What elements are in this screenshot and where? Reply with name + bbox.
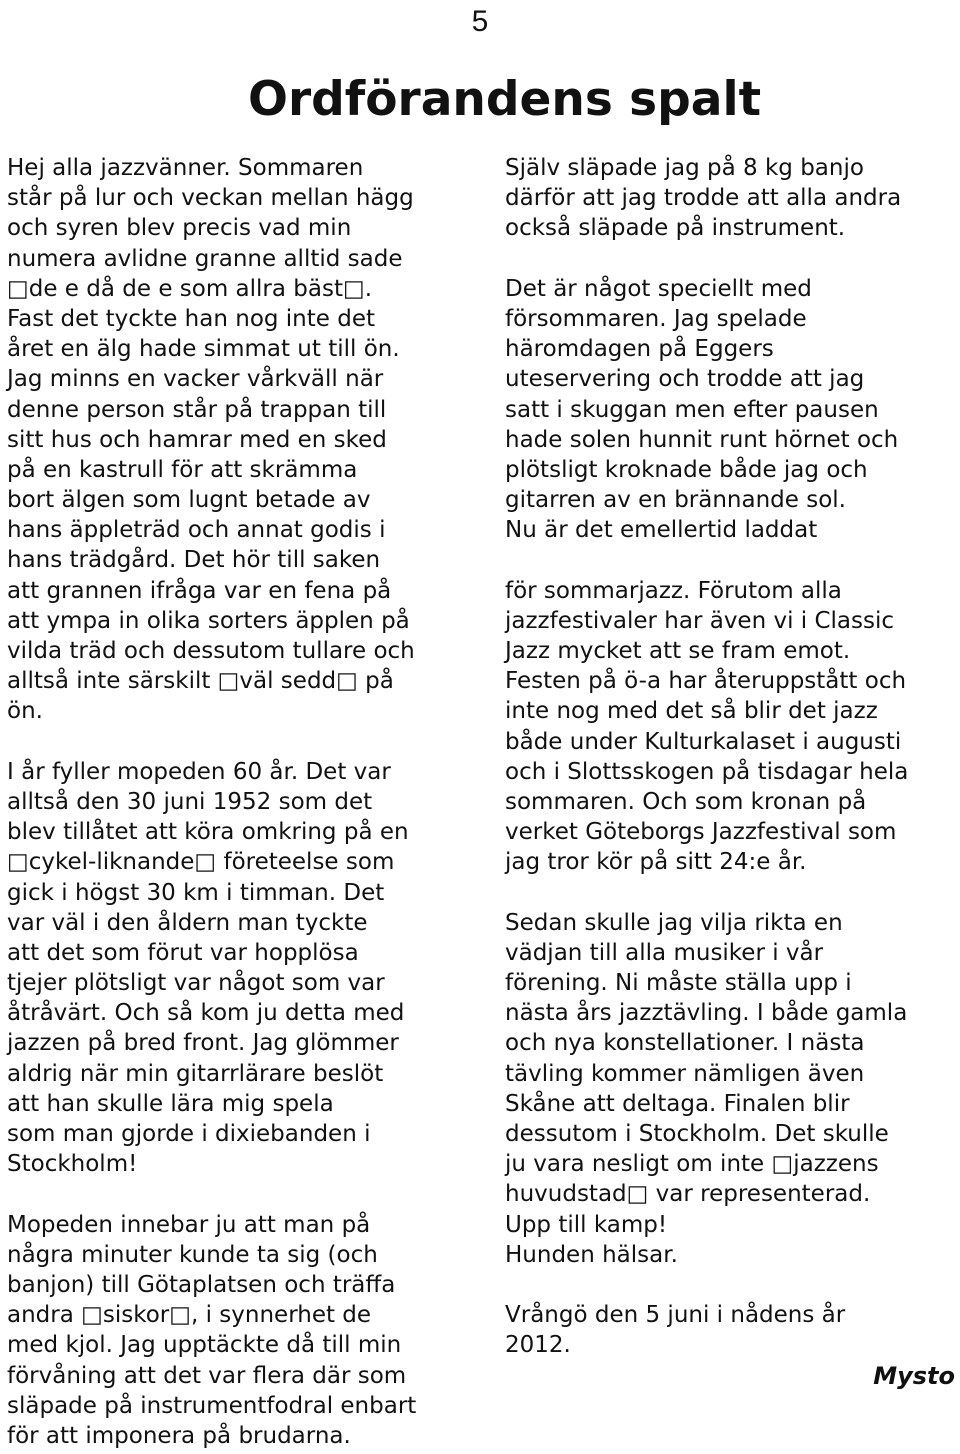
left-column-text-line [7, 727, 477, 757]
left-column-text-line: alltså den 30 juni 1952 som det [7, 788, 373, 815]
left-column-text-line: som man gjorde i dixiebanden i [7, 1121, 371, 1147]
right-column-text-line: därför att jag trodde att alla andra [505, 185, 902, 212]
left-column-text-line: I år fyller mopeden 60 år. Det var [7, 758, 391, 785]
left-column-text-line: några minuter kunde ta sig (och [7, 1241, 378, 1268]
left-column-text-line: hans äppleträd och annat godis i [7, 517, 386, 544]
left-column-text-line: att det som förut var hopplösa [7, 939, 359, 966]
left-column-text-line: Jag minns en vacker vårkväll när [7, 366, 384, 393]
left-column-text-line [7, 1179, 477, 1209]
right-column-text-line: Skåne att deltaga. Finalen blir [505, 1090, 850, 1117]
left-column-text-line: vilda träd och dessutom tullare och [7, 638, 415, 664]
right-column-text-line: förening. Ni måste ställa upp i [505, 970, 852, 997]
right-column-text-line: jag tror kör på sitt 24:e år. [505, 849, 807, 876]
left-column-text-line: bort älgen som lugnt betade av [7, 487, 371, 514]
left-column-text-line: med kjol. Jag upptäckte då till min [7, 1332, 402, 1359]
left-column-text-line: att ympa in olika sorters äpplen på [7, 607, 410, 634]
right-column-text-line [505, 244, 955, 274]
left-column-text-line: numera avlidne granne alltid sade [7, 245, 403, 272]
left-column-text-line: Stockholm! [7, 1151, 138, 1178]
left-column-text-line: Mopeden innebar ju att man på [7, 1211, 371, 1238]
right-column-text-line: vädjan till alla musiker i vår [505, 939, 824, 966]
left-column [7, 153, 477, 1451]
right-column-text-line: och nya konstellationer. I nästa [505, 1030, 865, 1057]
left-column-text-line: för att imponera på brudarna. [7, 1422, 351, 1449]
right-column-text-line: uteservering och trodde att jag [505, 366, 865, 393]
right-column-text-line: både under Kulturkalaset i augusti [505, 728, 902, 755]
right-column-text-line: ju vara nesligt om inte □jazzens [505, 1151, 879, 1178]
left-column-text-line: andra □siskor□, i synnerhet de [7, 1302, 372, 1329]
right-column-text-line: också släpade på instrument. [505, 215, 846, 242]
left-column-text-line: gick i högst 30 km i timman. Det [7, 879, 385, 906]
left-column-text-line: och syren blev precis vad min [7, 215, 352, 242]
right-column-text-line [505, 545, 955, 575]
left-column-text-line: åtråvärt. Och så kom ju detta med [7, 1000, 405, 1027]
left-column-text-line: tjejer plötsligt var något som var [7, 970, 385, 997]
right-column-text-line: hade solen hunnit runt hörnet och [505, 426, 899, 453]
right-column-text-line: verket Göteborgs Jazzfestival som [505, 819, 897, 846]
left-column-text-line: denne person står på trappan till [7, 396, 387, 423]
left-column-text-line: jazzen på bred front. Jag glömmer [7, 1030, 399, 1057]
signature: Mysto [873, 1362, 955, 1390]
left-column-text-line: □de e då de e som allra bäst□. [7, 275, 373, 302]
right-column-text-line: häromdagen på Eggers [505, 336, 774, 363]
left-column-text-line: Hej alla jazzvänner. Sommaren [7, 155, 364, 181]
left-column-text-line: står på lur och veckan mellan hägg [7, 185, 414, 212]
right-column-text-line: inte nog med det så blir det jazz [505, 698, 878, 725]
right-column-text-line [505, 1270, 955, 1300]
right-column-text-line: Nu är det emellertid laddat [505, 517, 818, 544]
right-column-text-line: plötsligt kroknade både jag och [505, 456, 868, 483]
right-column-text-line: tävling kommer nämligen även [505, 1060, 865, 1087]
right-column-text-line: 2012. [505, 1332, 571, 1359]
left-column-text-line: sitt hus och hamrar med en sked [7, 426, 387, 453]
right-column-text-line: Sedan skulle jag vilja rikta en [505, 909, 843, 936]
left-column-text-line: att grannen ifråga var en fena på [7, 577, 392, 604]
left-column-text-line: förvåning att det var flera där som [7, 1362, 407, 1389]
right-column-text-line: huvudstad□ var representerad. [505, 1181, 871, 1208]
left-column-text-line: hans trädgård. Det hör till saken [7, 547, 381, 574]
left-column-text-line: ön. [7, 698, 43, 725]
right-column-text-line: Upp till kamp! [505, 1211, 668, 1238]
right-column-text-line: Själv släpade jag på 8 kg banjo [505, 155, 864, 181]
left-column-text-line: Fast det tyckte han nog inte det [7, 305, 376, 332]
left-column-text-line: att han skulle lära mig spela [7, 1090, 334, 1117]
right-column-text-line: gitarren av en brännande sol. [505, 487, 846, 514]
right-column-text-line: satt i skuggan men efter pausen [505, 396, 879, 423]
right-column-text-line: Vrångö den 5 juni i nådens år [505, 1302, 846, 1329]
right-column [505, 153, 955, 1361]
right-column-text-line: sommaren. Och som kronan på [505, 788, 867, 815]
article-title: Ordförandens spalt [248, 72, 762, 127]
left-column-text-line: på en kastrull för att skrämma [7, 456, 358, 483]
left-column-text-line: var väl i den åldern man tyckte [7, 909, 368, 936]
left-column-text-line: alltså inte särskilt □väl sedd□ på [7, 668, 394, 695]
right-column-text-line: Det är något speciellt med [505, 275, 812, 302]
right-column-text-line: nästa års jazztävling. I både gamla [505, 1000, 908, 1027]
right-column-text-line: Festen på ö-a har återuppstått och [505, 668, 907, 695]
left-column-text-line: banjon) till Götaplatsen och träffa [7, 1271, 396, 1298]
right-column-text-line: dessutom i Stockholm. Det skulle [505, 1121, 889, 1147]
right-column-text-line: för sommarjazz. Förutom alla [505, 577, 842, 604]
right-column-text-line: Jazz mycket att se fram emot. [505, 638, 851, 664]
right-column-text-line [505, 878, 955, 908]
left-column-text-line: blev tillåtet att köra omkring på en [7, 819, 409, 846]
page-number: 5 [471, 5, 489, 38]
right-column-text-line: och i Slottsskogen på tisdagar hela [505, 758, 909, 785]
left-column-text-line: året en älg hade simmat ut till ön. [7, 336, 400, 363]
right-column-text-line: försommaren. Jag spelade [505, 305, 807, 332]
right-column-text-line: Hunden hälsar. [505, 1241, 678, 1268]
left-column-text-line: släpade på instrumentfodral enbart [7, 1392, 417, 1419]
right-column-text-line: jazzfestivaler har även vi i Classic [505, 607, 895, 634]
left-column-text-line: □cykel-liknande□ företeelse som [7, 849, 395, 876]
left-column-text-line: aldrig när min gitarrlärare beslöt [7, 1060, 384, 1087]
